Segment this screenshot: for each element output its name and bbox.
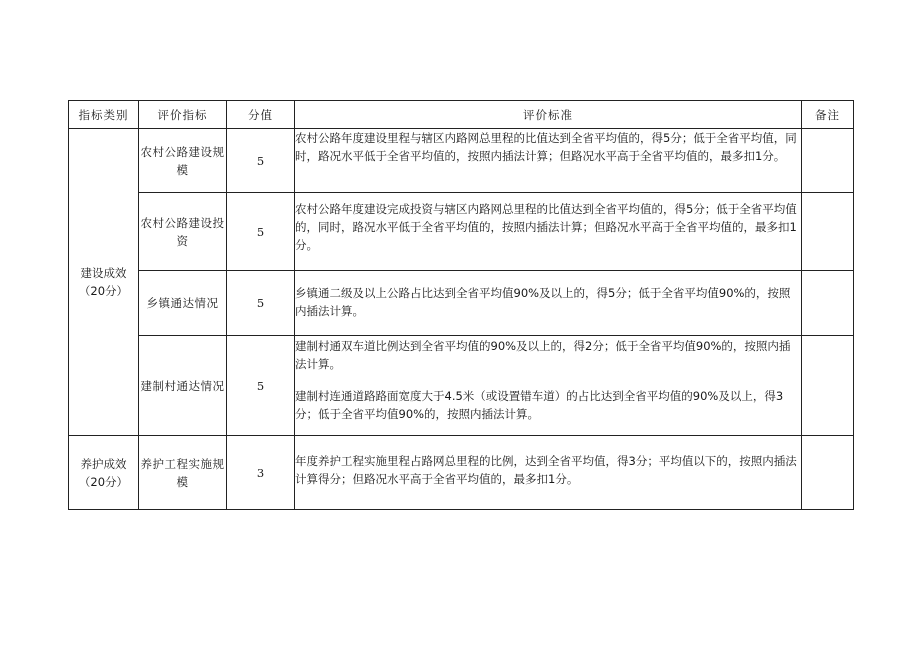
indicator-cell: 农村公路建设投资 [139,193,227,271]
table-row [69,436,854,510]
indicator-cell: 乡镇通达情况 [139,271,227,336]
remark-cell [802,336,854,436]
score-cell: 5 [227,193,295,271]
criteria-cell: 农村公路年度建设里程与辖区内路网总里程的比值达到全省平均值的，得5分；低于全省平均值，同时，路况水平低于全省平均值的，按照内插法计算；但路况水平高于全省平均值的，最多扣1分。 [295,129,802,193]
score-cell: 5 [227,271,295,336]
table-row [69,129,854,193]
indicator-cell: 建制村通达情况 [139,336,227,436]
criteria-cell: 年度养护工程实施里程占路网总里程的比例，达到全省平均值，得3分；平均值以下的，按照内插法计算得分；但路况水平高于全省平均值的，最多扣1分。 [295,436,802,510]
indicator-cell: 养护工程实施规模 [139,436,227,510]
score-cell: 5 [227,129,295,193]
table-row [69,271,854,336]
criteria-cell: 农村公路年度建设完成投资与辖区内路网总里程的比值达到全省平均值的，得5分；低于全省平均值的，同时，路况水平低于全省平均值的，按照内插法计算；但路况水平高于全省平均值的，最多扣1分。 [295,193,802,271]
remark-cell [802,436,854,510]
category-cell: 建设成效（20分） [69,129,139,436]
header-category: 指标类别 [69,101,139,129]
header-criteria: 评价标准 [295,101,802,129]
table-row [69,336,854,436]
remark-cell [802,193,854,271]
score-cell: 5 [227,336,295,436]
category-cell: 养护成效（20分） [69,436,139,510]
score-cell: 3 [227,436,295,510]
criteria-cell [295,336,802,436]
header-indicator: 评价指标 [139,101,227,129]
remark-cell [802,129,854,193]
remark-cell [802,271,854,336]
table-header-row [69,101,854,129]
header-remark: 备注 [802,101,854,129]
criteria-paragraph: 建制村连通道路路面宽度大于4.5米（或设置错车道）的占比达到全省平均值的90%及以上，得3分；低于全省平均值90%的，按照内插法计算。 [295,389,784,421]
criteria-cell: 乡镇通二级及以上公路占比达到全省平均值90%及以上的，得5分；低于全省平均值90%的，按照内插法计算。 [295,271,802,336]
evaluation-table [68,100,854,510]
table-row [69,193,854,271]
header-score: 分值 [227,101,295,129]
indicator-cell: 农村公路建设规模 [139,129,227,193]
criteria-paragraph: 建制村通双车道比例达到全省平均值的90%及以上的，得2分；低于全省平均值90%的，按照内插法计算。 [295,339,791,371]
